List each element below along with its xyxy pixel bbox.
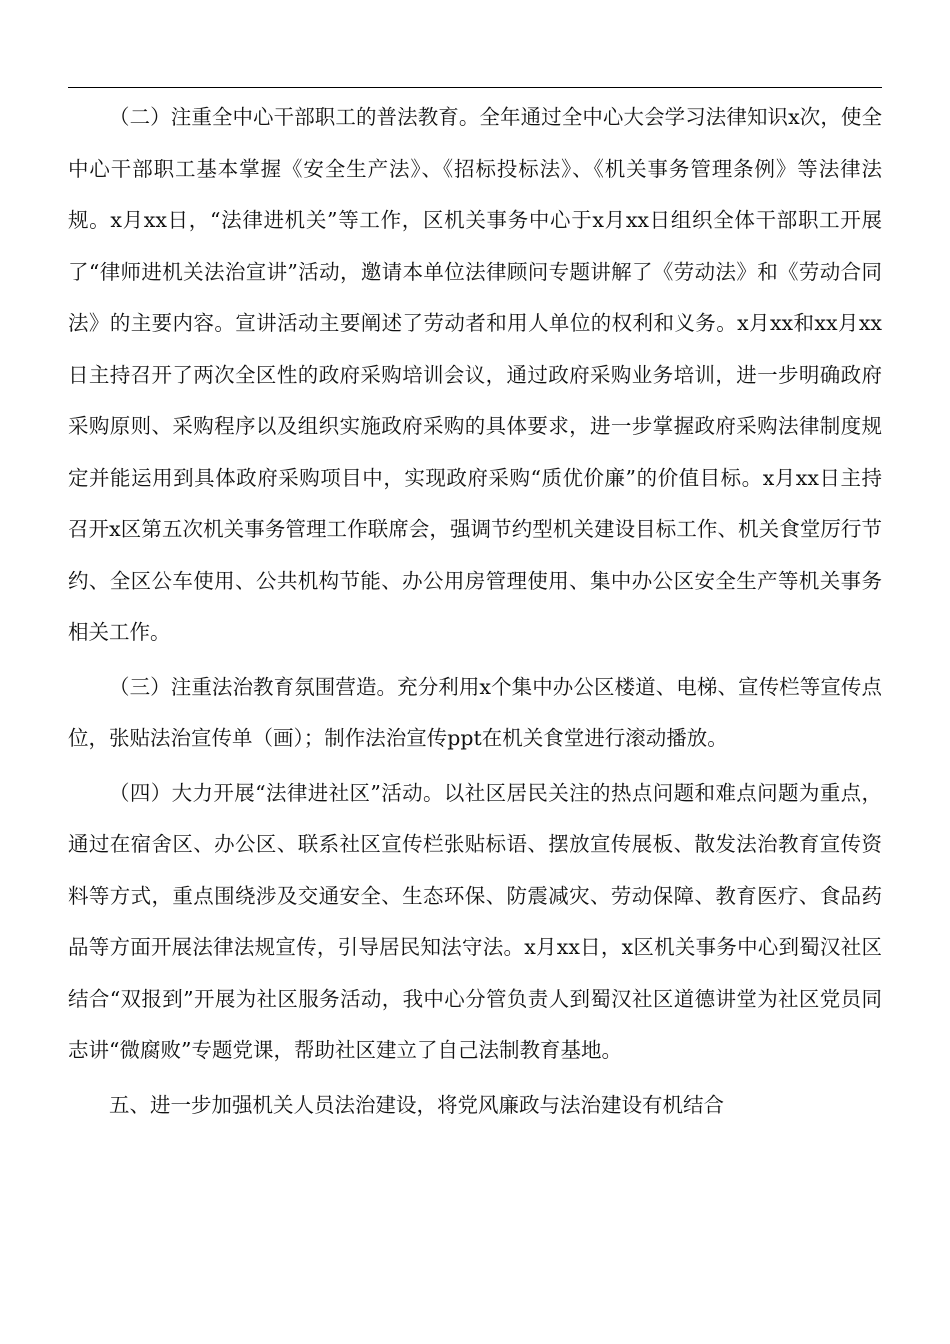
- paragraph-4: （四）大力开展“法律进社区”活动。以社区居民关注的热点问题和难点问题为重点，通过在宿舍区、办公区、联系社区宣传栏张贴标语、摆放宣传展板、散发法治教育宣传资料等方式，重点围绕涉及交通安全、生态环保、防震减灾、劳动保障、教育医疗、食品药品等方面开展法律法规宣传，引导居民知法守法。x月xx日，x区机关事务中心到蜀汉社区结合“双报到”开展为社区服务活动，我中心分管负责人到蜀汉社区道德讲堂为社区党员同志讲“微腐败”专题党课，帮助社区建立了自己法制教育基地。: [68, 780, 882, 1062]
- paragraph-3: （三）注重法治教育氛围营造。充分利用x个集中办公区楼道、电梯、宣传栏等宣传点位，张贴法治宣传单（画）；制作法治宣传ppt在机关食堂进行滚动播放。: [68, 674, 882, 750]
- section-heading-5: 五、进一步加强机关人员法治建设，将党风廉政与法治建设有机结合: [109, 1092, 724, 1117]
- header-rule: [68, 87, 882, 88]
- document-body: [68, 92, 882, 1134]
- paragraph-2: （二）注重全中心干部职工的普法教育。全年通过全中心大会学习法律知识x次，使全中心干部职工基本掌握《安全生产法》、《招标投标法》、《机关事务管理条例》等法律法规。x月xx日，“法律进机关”等工作，区机关事务中心于x月xx日组织全体干部职工开展了“律师进机关法治宣讲”活动，邀请本单位法律顾问专题讲解了《劳动法》和《劳动合同法》的主要内容。宣讲活动主要阐述了劳动者和用人单位的权利和义务。x月xx和xx月xx日主持召开了两次全区性的政府采购培训会议，通过政府采购业务培训，进一步明确政府采购原则、采购程序以及组织实施政府采购的具体要求，进一步掌握政府采购法律制度规定并能运用到具体政府采购项目中，实现政府采购“质优价廉”的价值目标。x月xx日主持召开x区第五次机关事务管理工作联席会，强调节约型机关建设目标工作、机关食堂厉行节约、全区公车使用、公共机构节能、办公用房管理使用、集中办公区安全生产等机关事务相关工作。: [68, 105, 882, 644]
